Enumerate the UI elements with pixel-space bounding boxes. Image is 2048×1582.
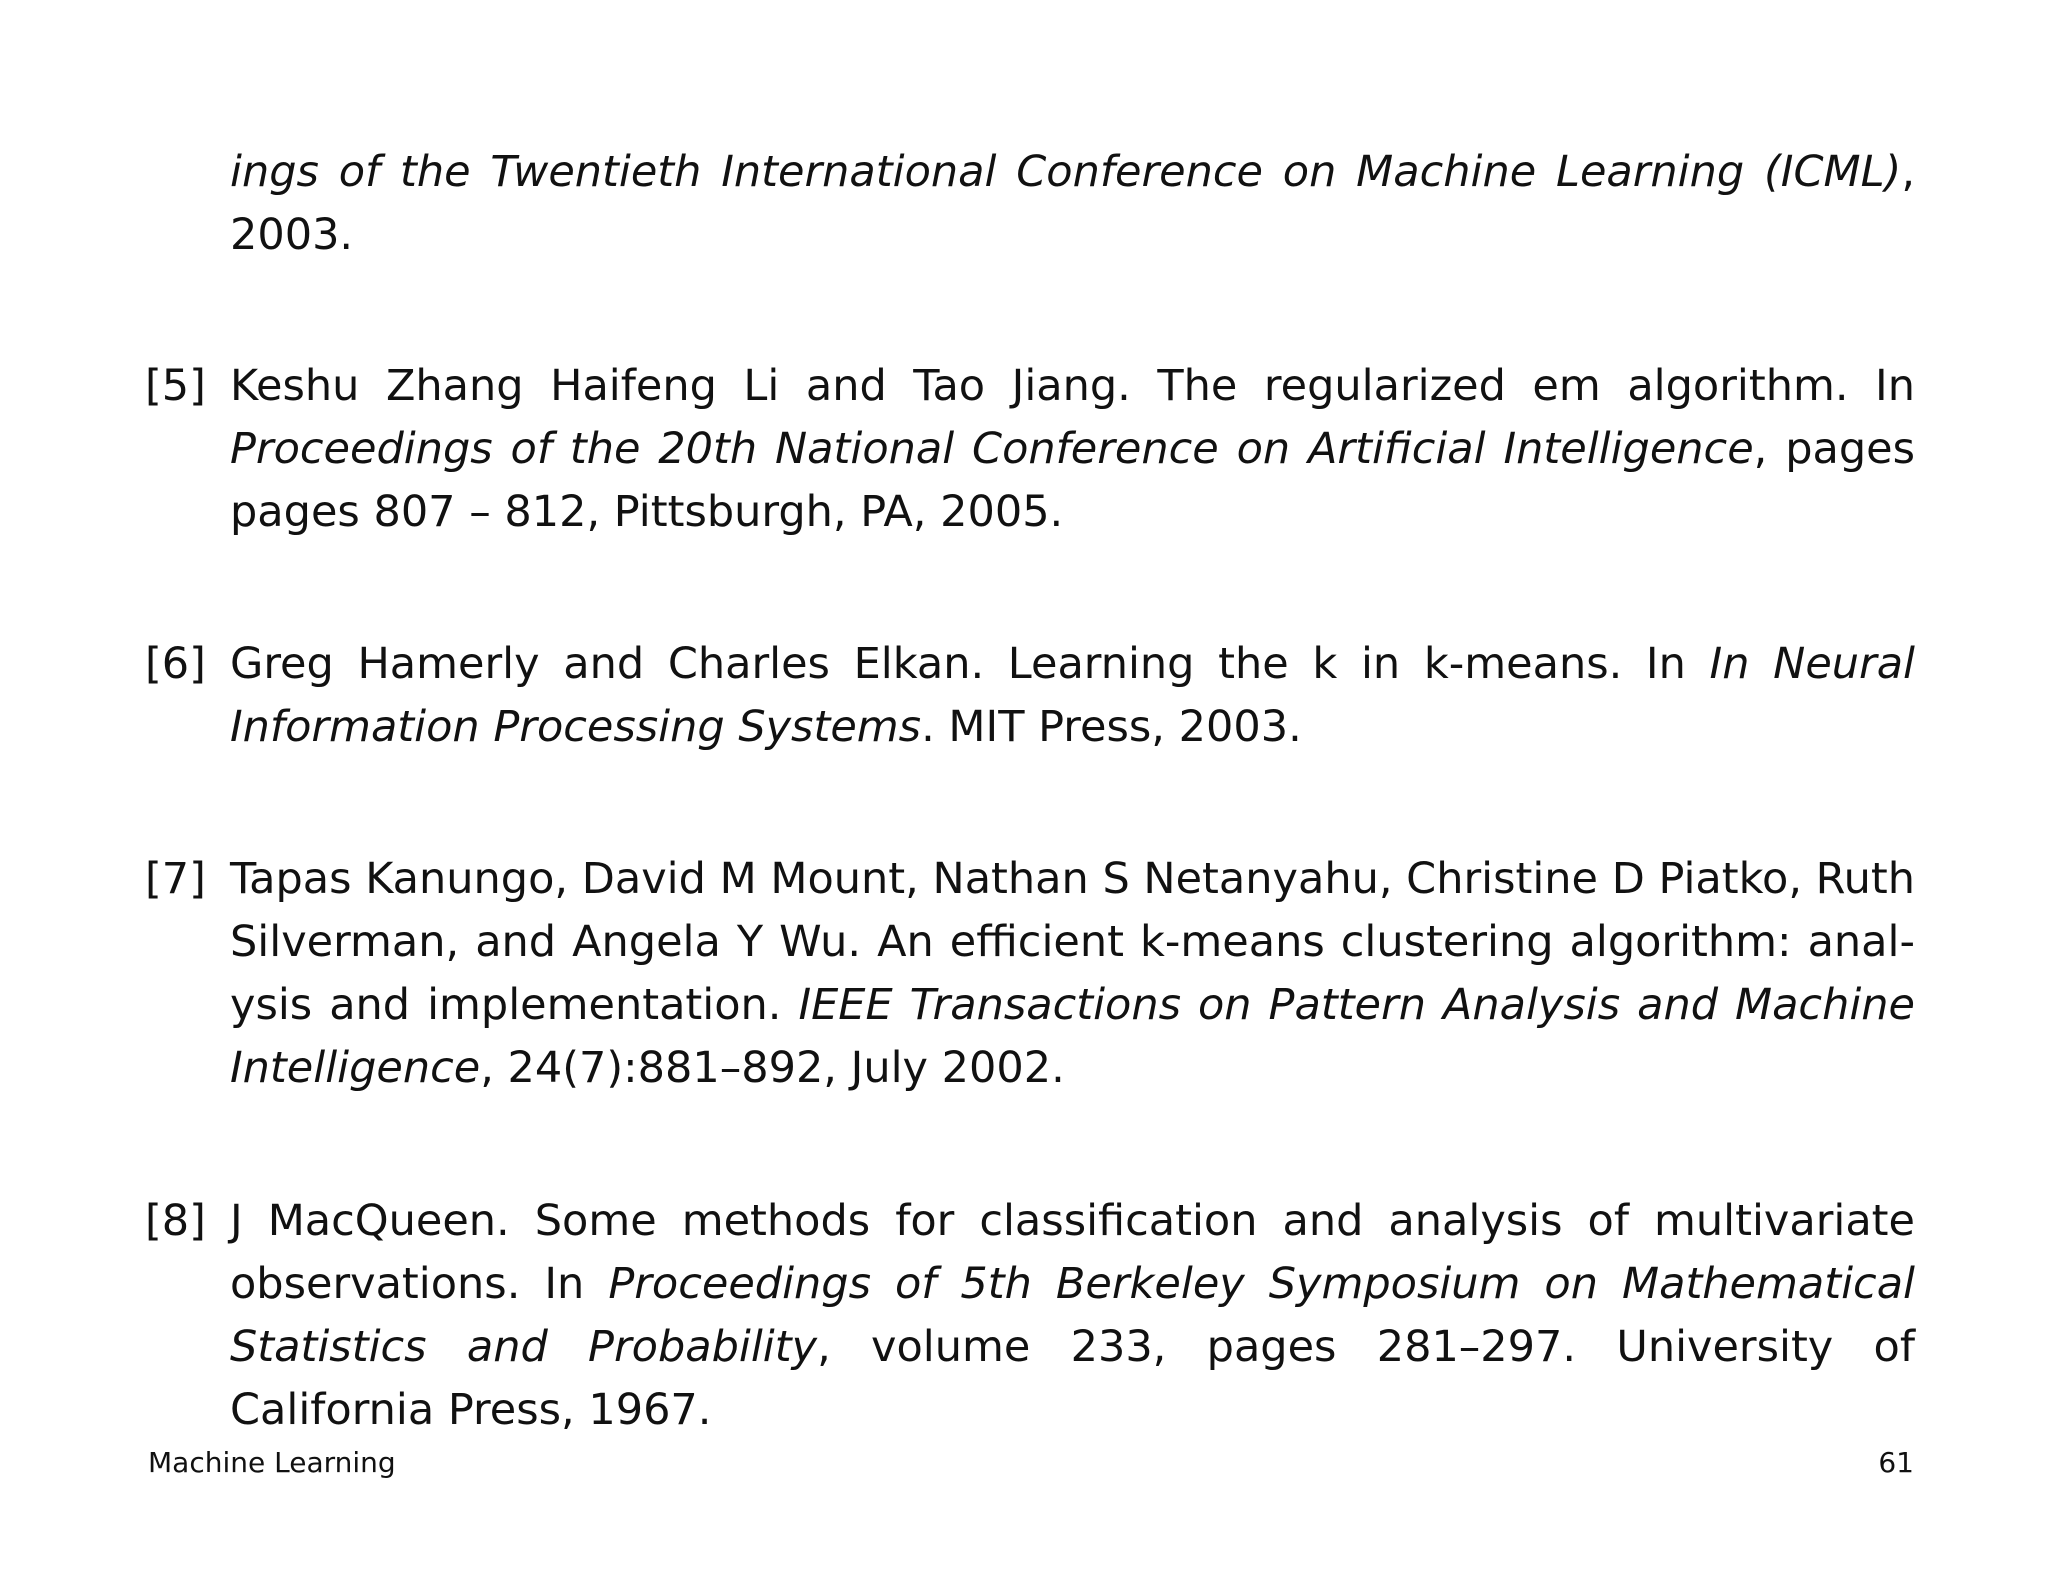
reference-details: , volume 233, pages 281–297. University of California Press, 1967.	[230, 1322, 1915, 1435]
reference-authors-title: Keshu Zhang Haifeng Li and Tao Jiang. The regularized em algorithm. In	[230, 361, 1915, 411]
reference-details: . MIT Press, 2003.	[921, 702, 1302, 752]
reference-text	[230, 633, 1915, 759]
reference-continuation	[145, 141, 1915, 267]
reference-number: [8]	[145, 1196, 206, 1246]
reference-details: , pages pages 807 – 812, Pittsburgh, PA, 2005.	[230, 424, 1915, 537]
reference-number: [7]	[145, 854, 206, 904]
reference-venue: Proceedings of the 20th National Conference on Artificial Intelligence	[230, 424, 1754, 474]
reference-venue: Proceedings of 5th Berkeley Symposium on Mathematical Statistics and Probability	[230, 1259, 1915, 1372]
reference-authors-title: Tapas Kanungo, David M Mount, Nathan S Netanyahu, Christine D Piatko, Ruth Silverman, and Angela Y Wu. An efficient k-means clustering algorithm: analysis and implementation.	[230, 854, 1915, 1030]
reference-details: , 2003.	[230, 147, 1915, 260]
reference-8	[145, 1190, 1915, 1442]
reference-details: , 24(7):881–892, July 2002.	[480, 1043, 1065, 1093]
reference-venue: ings of the Twentieth International Conference on Machine Learning (ICML)	[230, 147, 1902, 197]
reference-number: [6]	[145, 639, 206, 689]
reference-number: [5]	[145, 361, 206, 411]
reference-authors-title: Greg Hamerly and Charles Elkan. Learning the k in k-means. In	[230, 639, 1710, 689]
page-number: 61	[1878, 1446, 1914, 1479]
footer-title: Machine Learning	[148, 1446, 396, 1479]
reference-6	[145, 633, 1915, 759]
reference-text	[230, 355, 1915, 544]
reference-text	[230, 141, 1915, 267]
reference-authors-title: J MacQueen. Some methods for classification and analysis of multivariate observations. In	[230, 1196, 1915, 1309]
reference-5	[145, 355, 1915, 544]
reference-venue: In Neural Information Processing Systems	[230, 639, 1916, 752]
reference-text	[230, 1190, 1915, 1442]
reference-text	[230, 848, 1915, 1100]
reference-7	[145, 848, 1915, 1100]
reference-venue: IEEE Transactions on Pattern Analysis and Machine Intelligence	[230, 980, 1915, 1093]
